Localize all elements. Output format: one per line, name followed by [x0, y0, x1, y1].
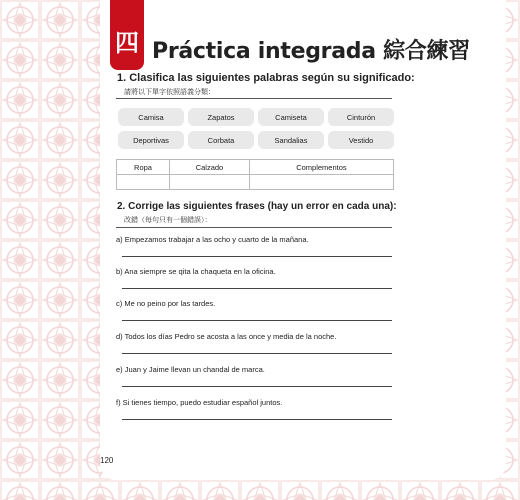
- exercise-2-heading: 2. Corrige las siguientes frases (hay un error en cada una):: [117, 201, 397, 212]
- word-box: Vestido: [328, 131, 394, 149]
- answer-cell[interactable]: [249, 175, 393, 190]
- sentence-d: d) Todos los días Pedro se acosta a las once y media de la noche.: [116, 332, 337, 341]
- word-box: Corbata: [188, 131, 254, 149]
- exercise-1-rule: [116, 98, 392, 99]
- sentence-c: c) Me no peino por las tardes.: [116, 299, 216, 308]
- table-header-ropa: Ropa: [117, 160, 170, 175]
- answer-cell[interactable]: [117, 175, 170, 190]
- answer-line[interactable]: [122, 353, 392, 354]
- word-box: Camisa: [118, 108, 184, 126]
- exercise-2-rule: [116, 227, 392, 228]
- unit-number: 四: [115, 29, 139, 57]
- sentence-a: a) Empezamos trabajar a las ocho y cuarto de la mañana.: [116, 235, 309, 244]
- table-header-complementos: Complementos: [249, 160, 393, 175]
- answer-line[interactable]: [122, 256, 392, 257]
- word-box: Camiseta: [258, 108, 324, 126]
- sentence-f: f) Si tienes tiempo, puedo estudiar español juntos.: [116, 398, 283, 407]
- sentence-b: b) Ana siempre se qita la chaqueta en la oficina.: [116, 267, 276, 276]
- word-box: Sandalias: [258, 131, 324, 149]
- table-header-row: [117, 160, 394, 175]
- word-box: Zapatos: [188, 108, 254, 126]
- classification-table: [116, 159, 394, 190]
- page-title: Práctica integrada 綜合練習: [152, 39, 470, 64]
- table-answer-row: [117, 175, 394, 190]
- answer-line[interactable]: [122, 320, 392, 321]
- sentence-e: e) Juan y Jaime llevan un chandal de marca.: [116, 365, 265, 374]
- exercise-1-instruction: 請將以下單字依照語義分類：: [124, 88, 215, 96]
- unit-tab: [110, 0, 144, 70]
- answer-line[interactable]: [122, 386, 392, 387]
- answer-line[interactable]: [122, 419, 392, 420]
- answer-cell[interactable]: [170, 175, 250, 190]
- exercise-2-instruction: 改錯（每句只有一個錯誤）：: [124, 216, 212, 224]
- word-box: Cinturón: [328, 108, 394, 126]
- table-header-calzado: Calzado: [170, 160, 250, 175]
- word-box: Deportivas: [118, 131, 184, 149]
- answer-line[interactable]: [122, 288, 392, 289]
- exercise-1-heading: 1. Clasifica las siguientes palabras según su significado:: [117, 72, 415, 84]
- page-number: 120: [100, 456, 114, 465]
